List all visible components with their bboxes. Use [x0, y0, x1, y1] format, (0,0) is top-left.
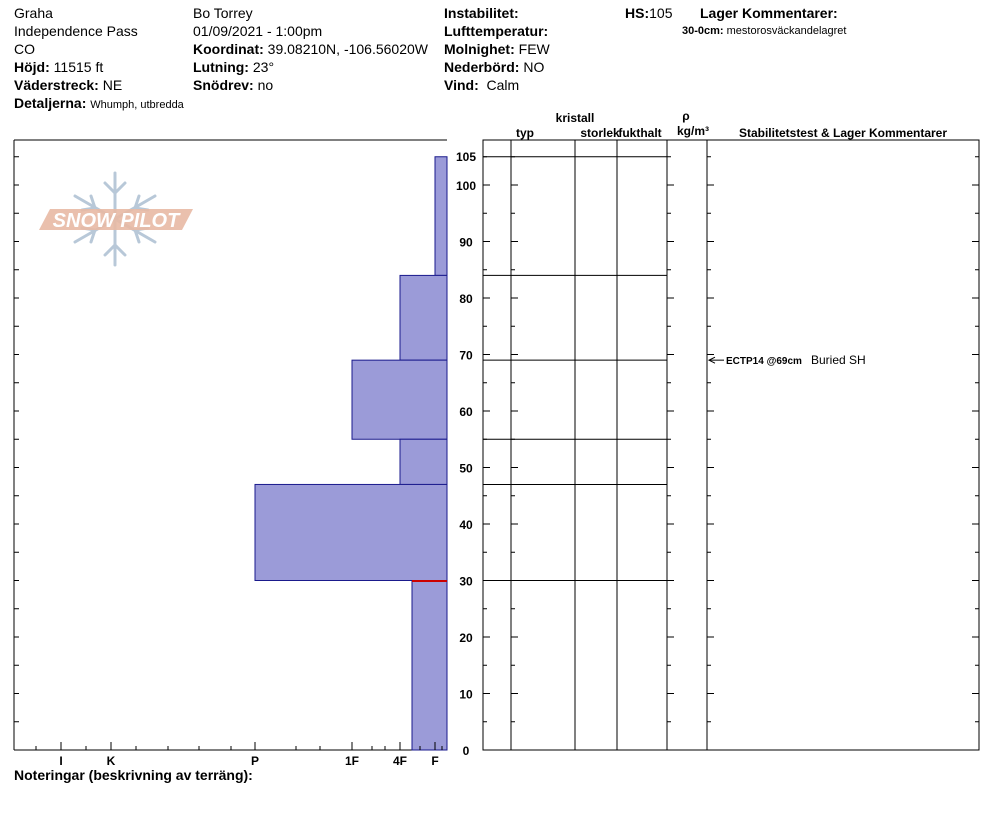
- depth-label-80: 80: [459, 292, 473, 306]
- depth-label-50: 50: [459, 461, 473, 476]
- test-label-0: ECTP14 @69cm: [726, 356, 802, 368]
- layer-bar-3: [400, 439, 447, 484]
- precip-label: Nederbörd:: [444, 59, 520, 75]
- depth-label-60: 60: [459, 405, 473, 419]
- header-stability: Stabilitetstest & Lager Kommentarer: [738, 126, 948, 140]
- location-area: Independence Pass: [14, 23, 138, 39]
- depth-label-70: 70: [459, 348, 473, 363]
- terrain-notes-label: Noteringar (beskrivning av terräng):: [14, 767, 253, 783]
- depth-label-30: 30: [459, 574, 473, 589]
- header-typ: typ: [516, 126, 534, 140]
- aspect-label: Väderstreck:: [14, 77, 99, 93]
- slope-value: 23°: [252, 59, 275, 75]
- drift-label: Snödrev:: [193, 77, 254, 93]
- airtemp-label: Lufttemperatur:: [444, 23, 549, 39]
- observer-name: Bo Torrey: [193, 5, 253, 21]
- details-label: Detaljerna:: [14, 95, 87, 111]
- wind-label: Vind:: [444, 77, 479, 93]
- snowpilot-logo: [39, 173, 193, 265]
- layer-bar-2: [352, 360, 447, 439]
- coord-label: Koordinat:: [193, 41, 264, 57]
- depth-label-105: 105: [455, 149, 477, 164]
- depth-label-90: 90: [459, 235, 473, 250]
- layer-table-panel: [483, 109, 979, 750]
- precip-value: NO: [523, 59, 545, 75]
- table-frame: [483, 140, 979, 750]
- depth-label-100: 100: [455, 179, 477, 193]
- layer-comment-depth: 30-0cm:: [682, 25, 724, 37]
- hardness-label-1F: 1F: [344, 754, 360, 768]
- header-fukthalt: fukthalt: [618, 126, 662, 140]
- aspect-value: NE: [102, 77, 123, 93]
- header-storlek: storlek: [580, 126, 620, 140]
- elevation-label: Höjd:: [14, 59, 50, 75]
- wind-value: Calm: [486, 77, 520, 93]
- hardness-label-F: F: [431, 754, 439, 768]
- hs-value: 105: [649, 5, 673, 21]
- hs-label: HS:: [625, 5, 650, 21]
- observation-datetime: 01/09/2021 - 1:00pm: [193, 23, 323, 39]
- layer-comment-text: mestorosväckandelagret: [726, 25, 847, 37]
- depth-label-20: 20: [459, 631, 473, 645]
- header-kristall: kristall: [555, 111, 595, 125]
- slope-label: Lutning:: [193, 59, 249, 75]
- logo-text: SNOW PILOT: [52, 210, 180, 232]
- hardness-label-I: I: [59, 754, 63, 768]
- location-state: CO: [14, 41, 35, 57]
- location-name: Graha: [14, 5, 53, 21]
- details-value: Whumph, utbredda: [90, 99, 184, 111]
- header-rho: ρ: [682, 109, 690, 123]
- hardness-label-4F: 4F: [392, 754, 408, 768]
- hardness-label-P: P: [250, 754, 260, 768]
- cloud-value: FEW: [518, 41, 550, 57]
- layer-bar-4: [255, 484, 447, 580]
- layer-bar-0: [435, 157, 447, 276]
- layer-bar-5: [412, 581, 447, 751]
- elevation-value: 11515 ft: [53, 59, 104, 75]
- hardness-label-K: K: [106, 754, 116, 768]
- instability-label: Instabilitet:: [444, 5, 519, 21]
- depth-label-40: 40: [459, 518, 473, 532]
- drift-value: no: [257, 77, 274, 93]
- depth-label-0: 0: [462, 744, 470, 758]
- depth-label-10: 10: [459, 687, 473, 702]
- header-density-unit: kg/m³: [676, 124, 710, 138]
- layer-bar-1: [400, 275, 447, 360]
- cloud-label: Molnighet:: [444, 41, 515, 57]
- test-comment-0: Buried SH: [811, 353, 866, 368]
- hardness-profile-panel: [14, 140, 476, 768]
- coord-value: 39.08210N, -106.56020W: [267, 41, 428, 57]
- layer-comments-title: Lager Kommentarer:: [700, 5, 838, 21]
